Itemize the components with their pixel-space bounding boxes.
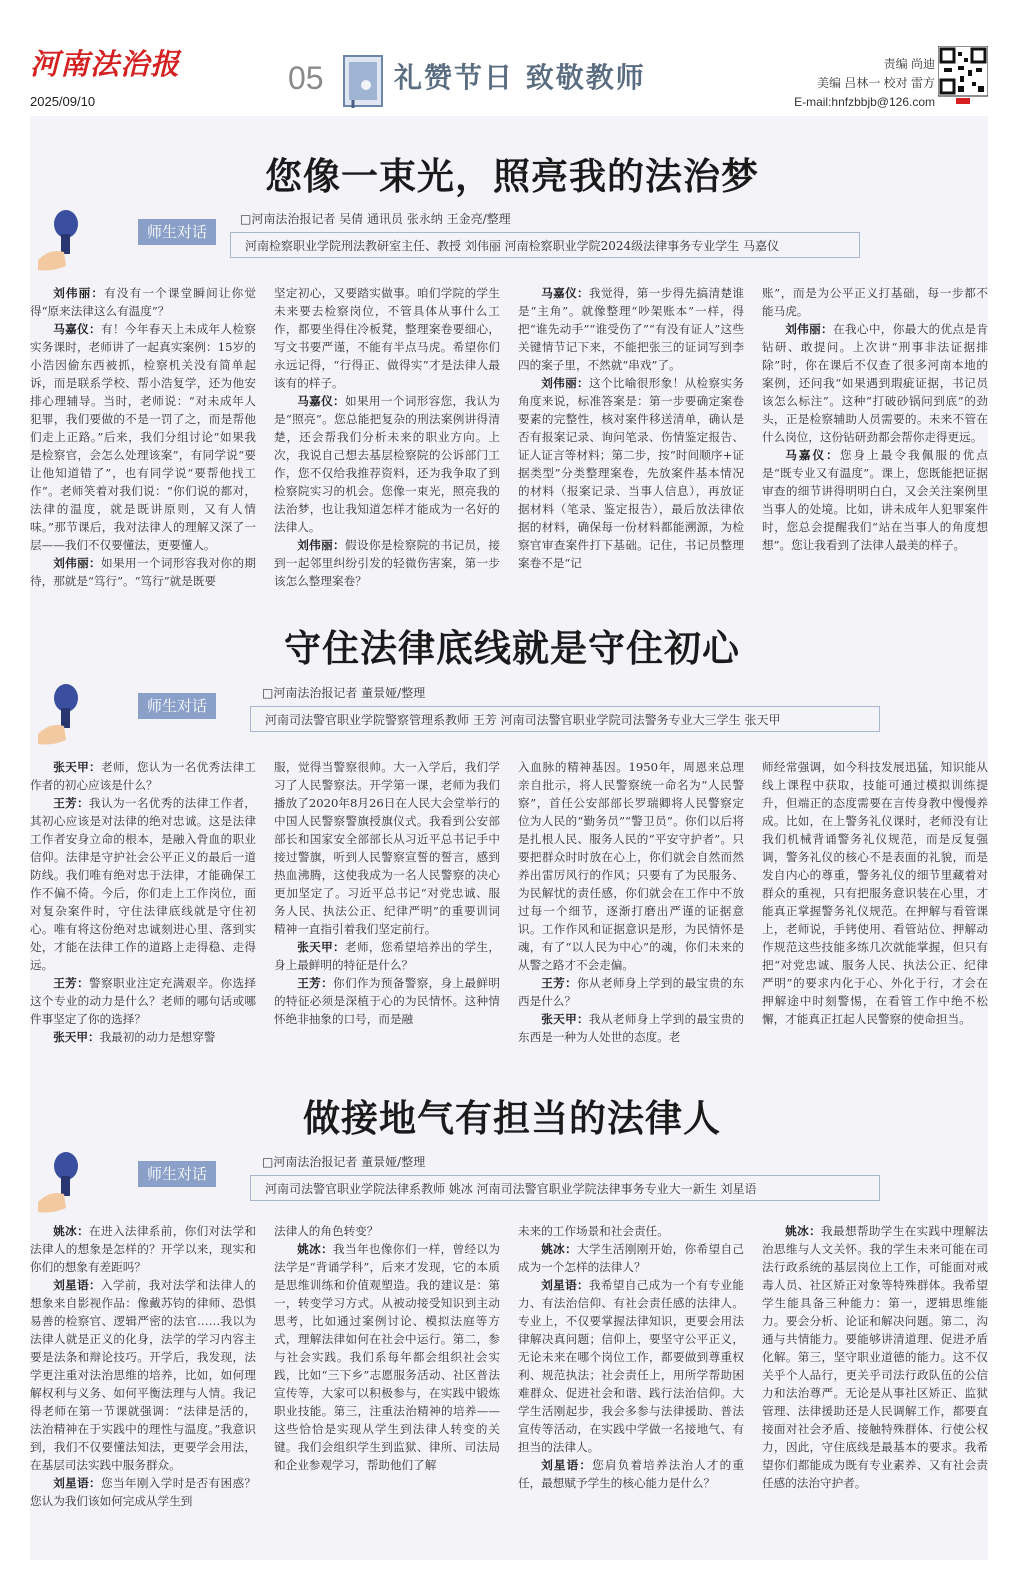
speaker-name: 姚冰： bbox=[785, 1224, 822, 1238]
speaker-name: 马嘉仪： bbox=[785, 448, 840, 462]
speaker-name: 姚冰： bbox=[53, 1224, 90, 1238]
credit-line: 美编 吕林一 校对 雷方 bbox=[816, 76, 935, 90]
article-body bbox=[30, 1222, 988, 1530]
text-column bbox=[518, 758, 744, 1064]
text-column bbox=[274, 1222, 500, 1530]
qr-code-icon bbox=[938, 46, 988, 106]
paragraph bbox=[274, 392, 500, 536]
paragraph bbox=[762, 446, 988, 554]
paragraph bbox=[762, 320, 988, 446]
article-body bbox=[30, 284, 988, 588]
speaker-name: 刘伟丽： bbox=[53, 286, 105, 300]
speaker-name: 马嘉仪： bbox=[53, 322, 101, 336]
text-column bbox=[274, 758, 500, 1064]
speaker-name: 张天甲： bbox=[541, 1012, 589, 1026]
article-byline: □河南法治报记者 董景娅/整理 bbox=[262, 1155, 426, 1169]
speaker-name: 刘星语： bbox=[541, 1278, 589, 1292]
issue-date: 2025/09/10 bbox=[30, 94, 96, 109]
paragraph bbox=[274, 284, 500, 392]
paragraph-text: 您肩负着培养法治人才的重任，最想赋予学生的核心能力是什么？ bbox=[518, 1458, 744, 1490]
dialogue-tag: 师生对话 bbox=[138, 219, 216, 245]
paragraph-text: 您当年刚入学时是否有困惑？您认为我们该如何完成从学生到 bbox=[30, 1476, 256, 1508]
paragraph bbox=[518, 1276, 744, 1456]
paragraph bbox=[518, 974, 744, 1010]
paragraph bbox=[30, 1276, 256, 1474]
paragraph-text: 服，觉得当警察很帅。大一入学后，我们学习了人民警察法。开学第一课，老师为我们播放了2020年8月26日在人民大会堂举行的中国人民警察警旗授旗仪式。我看到公安部部长和国家安全部部长从习近平总书记手中接过警旗，听到人民警察宣誓的誓言，感到热血沸腾，这使我成为一名人民警察的决心更加坚定了。习近平总书记“对党忠诚、服务人民、执法公正、纪律严明”的重要训词精神一直指引着我们坚定前行。 bbox=[274, 760, 500, 936]
microphone-icon bbox=[30, 680, 86, 750]
paragraph bbox=[30, 758, 256, 794]
speaker-name: 王芳： bbox=[541, 976, 578, 990]
paragraph-text: 警察职业注定充满艰辛。你选择这个专业的动力是什么？老师的哪句话或哪件事坚定了你的选择？ bbox=[30, 976, 256, 1026]
paragraph-text: 我希望自己成为一个有专业能力、有法治信仰、有社会责任感的法律人。专业上，不仅要掌握法律知识，更要会用法律解决真问题；信仰上，要坚守公平正义，无论未来在哪个岗位工作，都要做到尊重权利、规范执法；社会责任上，用所学帮助困难群众、促进社会和谐、践行法治信仰。大学生活刚起步，我会多参与法律援助、普法宣传等活动，在实践中学做一名接地气、有担当的法律人。 bbox=[518, 1278, 744, 1454]
paragraph-text: 师经常强调，如今科技发展迅猛，知识能从线上课程中获取，技能可通过模拟训练提升，但端正的态度需要在言传身教中慢慢养成。比如，在上警务礼仪课时，老师没有让我们机械背诵警务礼仪规范，而是反复强调，警务礼仪的核心不是表面的礼貌，而是发自内心的尊重，警务礼仪的细节里藏着对群众的重视，只有把服务意识装在心里，才能真正掌握警务礼仪规范。在押解与看管课上，老师说，手铐使用、看管站位、押解动作规范这些技能多练几次就能掌握，但只有把“对党忠诚、服务人民、执法公正、纪律严明”的要求内化于心、外化于行，才会在押解途中时刻警惕，在看管工作中绝不松懈，才能真正扛起人民警察的使命担当。 bbox=[762, 760, 988, 1026]
paragraph-text: 账”，而是为公平正义打基础，每一步都不能马虎。 bbox=[762, 286, 988, 318]
paragraph bbox=[274, 536, 500, 588]
paragraph bbox=[518, 1010, 744, 1046]
speaker-name: 张天甲： bbox=[53, 1030, 100, 1044]
paragraph bbox=[518, 758, 744, 974]
article-title: 守住法律底线就是守住初心 bbox=[284, 626, 740, 670]
paragraph bbox=[518, 374, 744, 572]
speaker-name: 刘星语： bbox=[541, 1458, 593, 1472]
speaker-name: 张天甲： bbox=[53, 760, 101, 774]
paragraph-text: 这个比喻很形象！从检察实务角度来说，标准答案是：第一步要确定案卷要素的完整性，核对案件移送清单，确认是否有报案记录、询问笔录、伤情鉴定报告、证人证言等材料；第二步，按“时间顺序+证据类型”分类整理案卷，先放案件基本情况的材料（报案记录、当事人信息），再放证据材料（笔录、鉴定报告），最后放法律依据的材料，确保每一份材料都能溯源，为检察官审查案件打下基础。记住，书记员整理案卷不是“记 bbox=[518, 376, 744, 570]
paragraph-text: 法律人的角色转变？ bbox=[274, 1224, 379, 1238]
paragraph bbox=[30, 1222, 256, 1276]
paragraph-text: 我从老师身上学到的最宝贵的东西是一种为人处世的态度。老 bbox=[518, 1012, 744, 1044]
paragraph-text: 有没有一个课堂瞬间让你觉得“原来法律这么有温度”？ bbox=[30, 286, 256, 318]
paragraph-text: 在我心中，你最大的优点是肯钻研、敢提问。上次讲“刑事非法证据排除”时，你在课后不仅查了很多河南本地的案例，还问我“如果遇到瑕疵证据，书记员该怎么标注”。这种“打破砂锅问到底”的劲头，正是检察辅助人员需要的。未来不管在什么岗位，这份钻研劲都会帮你走得更远。 bbox=[762, 322, 988, 444]
paragraph bbox=[518, 1456, 744, 1492]
text-column bbox=[30, 1222, 256, 1530]
paragraph bbox=[30, 1474, 256, 1510]
paragraph bbox=[30, 794, 256, 974]
article-body bbox=[30, 758, 988, 1064]
paragraph-text: 坚定初心，又要踏实做事。咱们学院的学生未来要去检察岗位，不管具体从事什么工作，都要坐得住冷板凳，整理案卷要细心，写文书要严谨，不能有半点马虎。希望你们永远记得，“行得正、做得实”才是法律人最该有的样子。 bbox=[274, 286, 500, 390]
text-column bbox=[30, 284, 256, 588]
speaker-name: 刘伟丽： bbox=[785, 322, 833, 336]
paragraph bbox=[274, 758, 500, 938]
paragraph bbox=[30, 320, 256, 554]
page-number: 05 bbox=[288, 60, 324, 96]
dialogue-tag: 师生对话 bbox=[138, 693, 216, 719]
speaker-name: 马嘉仪： bbox=[297, 394, 345, 408]
paragraph bbox=[518, 284, 744, 374]
article-title: 做接地气有担当的法律人 bbox=[303, 1096, 721, 1140]
credit-line: 责编 尚迪 bbox=[883, 57, 935, 71]
microphone-icon bbox=[30, 206, 86, 276]
paragraph-text: 老师，您希望培养出的学生，身上最鲜明的特征是什么？ bbox=[274, 940, 500, 972]
section-title: 礼赞节日 致敬教师 bbox=[394, 61, 646, 94]
paragraph bbox=[518, 1222, 744, 1240]
paragraph-text: 假设你是检察院的书记员，接到一起邻里纠纷引发的轻微伤害案，第一步该怎么整理案卷？ bbox=[274, 538, 500, 588]
paragraph-text: 入血脉的精神基因。1950年，周恩来总理亲自批示，将人民警察统一命名为“人民警察”，首任公安部部长罗瑞卿将人民警察定位为人民的“勤务员”“警卫员”。你们以后将是扎根人民、服务人民的“平安守护者”。只要把群众时时放在心上，你们就会自然而然养出雷厉风行的作风；只要有了为民服务、为民解忧的责任感，你们就会在工作中不放过每一个细节，逐渐打磨出严谨的证据意识。工作作风和证据意识是形，为民情怀是魂，有了“以人民为中心”的魂，你们未来的从警之路才不会走偏。 bbox=[518, 760, 744, 972]
paragraph-text: 您身上最令我佩服的优点是“既专业又有温度”。课上，您既能把证据审查的细节讲得明明白白，又会关注案例里当事人的处境。比如，讲未成年人犯罪案件时，您总会提醒我们“站在当事人的角度想想”。您让我看到了法律人最美的样子。 bbox=[762, 448, 988, 552]
paragraph bbox=[762, 758, 988, 1028]
paragraph bbox=[274, 1222, 500, 1240]
paragraph-text: 我最初的动力是想穿警 bbox=[99, 1030, 216, 1044]
text-column bbox=[518, 284, 744, 588]
paragraph bbox=[274, 1240, 500, 1474]
credit-line: E-mail:hnfzbbjb@126.com bbox=[794, 95, 935, 109]
speaker-name: 刘星语： bbox=[53, 1278, 101, 1292]
speakers-line: 河南司法警官职业学院法律系教师 姚冰 河南司法警官职业学院法律事务专业大一新生 刘星语 bbox=[250, 1175, 880, 1201]
speaker-name: 王芳： bbox=[53, 976, 90, 990]
text-column bbox=[762, 1222, 988, 1530]
paragraph bbox=[762, 284, 988, 320]
paragraph-text: 我最想帮助学生在实践中理解法治思维与人文关怀。我的学生未来可能在司法行政系统的基层岗位上工作，可能面对戒毒人员、社区矫正对象等特殊群体。我希望学生能具备三种能力：第一，逻辑思维能力。要会分析、论证和解决问题。第二，沟通与共情能力。要能够讲清道理、促进矛盾化解。第三，坚守职业道德的能力。这不仅关乎个人品行，更关乎司法行政队伍的公信力和法治尊严。无论是从事社区矫正、监狱管理、法律援助还是人民调解工作，都要直接面对社会矛盾、接触特殊群体、行使公权力，因此，守住底线是最基本的要求。我希望你们都能成为既有专业素养、又有社会责任感的法治守护者。 bbox=[762, 1224, 988, 1490]
paragraph-text: 如果用一个词形容我对你的期待，那就是“笃行”。“笃行”就是既要 bbox=[30, 556, 256, 588]
paragraph bbox=[30, 974, 256, 1028]
paragraph bbox=[30, 284, 256, 320]
text-column bbox=[30, 758, 256, 1064]
text-column bbox=[762, 758, 988, 1064]
text-column bbox=[762, 284, 988, 588]
paragraph bbox=[274, 938, 500, 974]
speaker-name: 张天甲： bbox=[297, 940, 345, 954]
paragraph-text: 我当年也像你们一样，曾经以为法学是“背诵学科”，后来才发现，它的本质是思维训练和价值观塑造。我的建议是：第一，转变学习方式。从被动接受知识到主动思考，比如通过案例讨论、模拟法庭等方式，理解法律如何在社会中运行。第二，参与社会实践。我们系每年都会组织社会实践，比如“三下乡”志愿服务活动、社区普法宣传等，大家可以积极参与，在实践中锻炼职业技能。第三，注重法治精神的培养——这些恰恰是实现从学生到法律人转变的关键。我们会组织学生到监狱、律所、司法局和企业参观学习，帮助他们了解 bbox=[274, 1242, 500, 1472]
editor-credits bbox=[790, 55, 935, 112]
article-byline: □河南法治报记者 吴倩 通讯员 张永纳 王金亮/整理 bbox=[240, 212, 511, 226]
speaker-name: 刘伟丽： bbox=[297, 538, 345, 552]
speakers-line: 河南司法警官职业学院警察管理系教师 王芳 河南司法警官职业学院司法警务专业大三学生 张天甲 bbox=[250, 706, 880, 732]
paragraph-text: 大学生活刚刚开始，你希望自己成为一个怎样的法律人？ bbox=[518, 1242, 744, 1274]
paragraph-text: 你从老师身上学到的最宝贵的东西是什么？ bbox=[518, 976, 744, 1008]
paragraph bbox=[30, 1028, 256, 1046]
paragraph-text: 老师，您认为一名优秀法律工作者的初心应该是什么？ bbox=[30, 760, 256, 792]
text-column bbox=[518, 1222, 744, 1530]
paragraph-text: 在进入法律系前，你们对法学和法律人的想象是怎样的？开学以来，现实和你们的想象有差距吗？ bbox=[30, 1224, 256, 1274]
newspaper-logo: 河南法治报 bbox=[30, 47, 181, 81]
paragraph bbox=[30, 554, 256, 588]
paragraph-text: 你们作为预备警察，身上最鲜明的特征必须是深植于心的为民情怀。这种情怀绝非抽象的口号，而是融 bbox=[274, 976, 500, 1026]
paragraph-text: 有！今年春天上未成年人检察实务课时，老师讲了一起真实案例：15岁的小浩因偷东西被抓，检察机关没有简单起诉，而是联系学校、帮小浩复学，还为他安排心理辅导。当时，老师说：“对未成年人犯罪，我们要做的不是一罚了之，而是帮他们走上正路。”后来，我们分组讨论“如果我是检察官，会怎么处理该案”，有同学说“要让他知道错了”，也有同学说“要帮他找工作”。老师笑着对我们说：“你们说的都对，法律的温度，就是既讲原则，又有人情味。”那节课后，我对法律人的理解又深了一层——我们不仅要懂法，更要懂人。 bbox=[30, 322, 256, 552]
paragraph-text: 我觉得，第一步得先搞清楚谁是“主角”。就像整理“吵架账本”一样，得把“谁先动手”“谁受伤了”“有没有证人”这些关键情节记下来，不能把张三的证词写到李四的案子里，不然就“串戏”了。 bbox=[518, 286, 744, 372]
paragraph-text: 未来的工作场景和社会责任。 bbox=[518, 1224, 669, 1238]
article-byline: □河南法治报记者 董景娅/整理 bbox=[262, 686, 426, 700]
paragraph-text: 我认为一名优秀的法律工作者，其初心应该是对法律的绝对忠诚。这是法律工作者安身立命的根本，是融入骨血的职业信仰。法律是守护社会公平正义的最后一道防线。我们唯有绝对忠于法律，才能确保工作不偏不倚。今后，你们走上工作岗位，面对复杂案件时，守住法律底线就是守住初心。唯有将这份绝对忠诚刻进心里、落到实处，才能在法律工作的道路上走得稳、走得远。 bbox=[30, 796, 256, 972]
speaker-name: 王芳： bbox=[297, 976, 334, 990]
paragraph bbox=[274, 974, 500, 1028]
speaker-name: 马嘉仪： bbox=[541, 286, 589, 300]
speaker-name: 姚冰： bbox=[297, 1242, 334, 1256]
speaker-name: 刘伟丽： bbox=[541, 376, 589, 390]
dialogue-tag: 师生对话 bbox=[138, 1161, 216, 1187]
paragraph bbox=[518, 1240, 744, 1276]
article-title: 您像一束光，照亮我的法治梦 bbox=[265, 154, 759, 198]
speaker-name: 刘星语： bbox=[53, 1476, 101, 1490]
speaker-name: 王芳： bbox=[53, 796, 90, 810]
speaker-name: 姚冰： bbox=[541, 1242, 578, 1256]
book-icon bbox=[340, 52, 386, 110]
microphone-icon bbox=[30, 1148, 86, 1218]
paragraph-text: 入学前，我对法学和法律人的想象来自影视作品：像戴苏钧的律师、恐惧易善的检察官、逻辑严密的法官……我以为法律人就是正义的化身，法学的学习内容主要是法条和辩论技巧。开学后，我发现，法学更注重对法治思维的培养，比如，如何理解权利与义务、如何平衡法理与人情。我记得老师在第一节课就强调：“法律是活的，法治精神在于实践中的理性与温度。”我意识到，我们不仅要懂法知法，更要学会用法，在基层司法实践中服务群众。 bbox=[30, 1278, 256, 1472]
paragraph bbox=[762, 1222, 988, 1492]
text-column bbox=[274, 284, 500, 588]
speakers-line: 河南检察职业学院刑法教研室主任、教授 刘伟丽 河南检察职业学院2024级法律事务专业学生 马嘉仪 bbox=[230, 232, 860, 258]
paragraph-text: 如果用一个词形容您，我认为是“照亮”。您总能把复杂的刑法案例讲得清楚，还会帮我们分析未来的职业方向。上次，我说自己想去基层检察院的公诉部门工作，您不仅给我推荐资料，还为我争取了到检察院实习的机会。您像一束光，照亮我的法治梦，也让我知道怎样才能成为一名好的法律人。 bbox=[274, 394, 500, 534]
speaker-name: 刘伟丽： bbox=[53, 556, 101, 570]
